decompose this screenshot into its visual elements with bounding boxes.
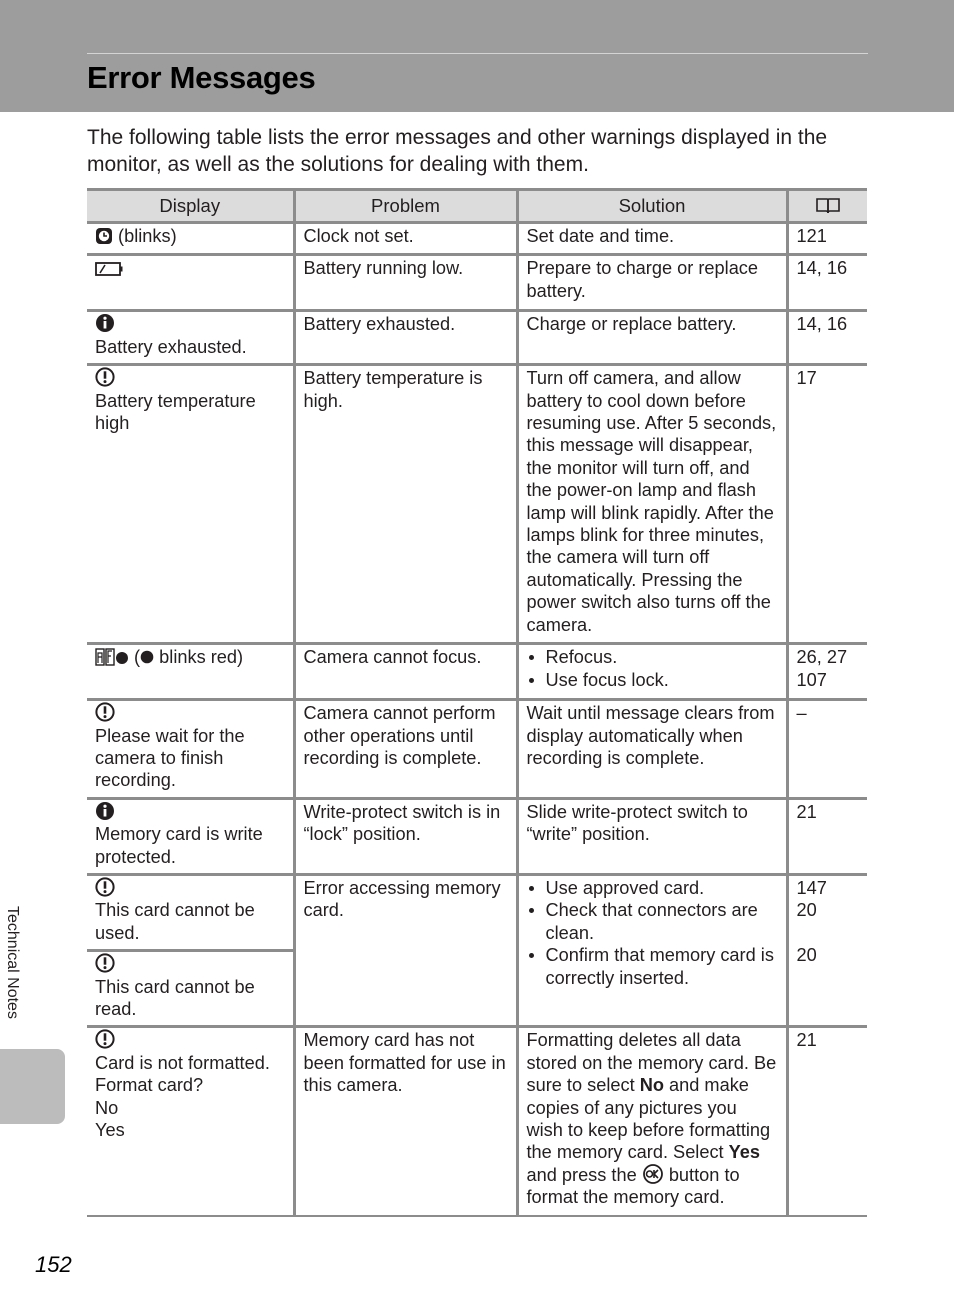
warning-icon — [95, 1029, 115, 1049]
display-cell — [87, 951, 294, 1027]
solution-text: button to format the memory card. — [526, 1164, 740, 1208]
display-cell — [87, 311, 294, 365]
problem-cell: Camera cannot perform other operations until recording is complete. — [294, 700, 517, 799]
table-row — [87, 798, 867, 874]
table-row — [87, 874, 867, 950]
display-text: Memory card is write protected. — [95, 824, 263, 867]
intro-paragraph: The following table lists the error messages and other warnings displayed in the monitor, as well as the solutions for dealing with them. — [87, 126, 828, 176]
display-text: Please wait for the camera to finish recording. — [95, 725, 245, 791]
solution-cell: Turn off camera, and allow battery to cool down before resuming use. After 5 seconds, this message will disappear, the monitor will turn off, and the power-on lamp and flash lamp will blink rapidly. After the lamps blink for three minutes, the camera will turn off automatically. Pressing the power switch also turns off the camera. — [517, 365, 787, 644]
solution-cell: Slide write-protect switch to “write” position. — [517, 798, 787, 874]
display-text: Battery temperature high — [95, 390, 256, 434]
display-text: Card is not formatted. — [95, 1052, 270, 1073]
display-suffix: (blinks) — [113, 226, 177, 246]
header-rule — [87, 53, 868, 54]
warning-icon — [95, 877, 115, 897]
problem-cell: Clock not set. — [294, 223, 517, 255]
problem-cell: Battery running low. — [294, 255, 517, 311]
solution-cell — [517, 874, 787, 1026]
display-text: Yes — [95, 1120, 125, 1140]
solution-text: Formatting deletes all data stored on the memory card. Be sure to select — [526, 1030, 777, 1096]
solution-cell: Wait until message clears from display automatically when recording is complete. — [517, 700, 787, 799]
book-reference-icon — [815, 196, 841, 216]
focus-indicator-icon — [140, 650, 154, 664]
table-header-row — [87, 190, 867, 223]
solution-text: and make copies of any pictures you wish to keep before formatting the memory card. Select — [526, 1075, 771, 1163]
display-text: Battery exhausted. — [95, 336, 247, 357]
header-solution: Solution — [517, 190, 787, 223]
reference-line: 107 — [796, 669, 827, 690]
reference-cell: 21 — [787, 1027, 867, 1216]
side-section-label: Technical Notes — [4, 906, 21, 1019]
table-row — [87, 1027, 867, 1216]
list-item: Confirm that memory card is correctly inserted. — [527, 944, 778, 989]
display-cell — [87, 365, 294, 644]
clock-icon — [95, 227, 113, 245]
reference-cell: 121 — [787, 223, 867, 255]
list-item: Refocus. — [527, 646, 778, 668]
warning-icon — [95, 702, 115, 722]
problem-cell: Battery temperature is high. — [294, 365, 517, 644]
solution-cell — [517, 1027, 787, 1216]
solution-bold-no: No — [639, 1075, 664, 1096]
solution-list — [527, 646, 778, 691]
display-text: No — [95, 1097, 119, 1118]
table-row — [87, 223, 867, 255]
info-icon — [95, 313, 115, 333]
reference-cell — [787, 644, 867, 700]
reference-cell: 17 — [787, 365, 867, 644]
warning-icon — [95, 953, 115, 973]
reference-cell: – — [787, 700, 867, 799]
display-text: Format card? — [95, 1075, 204, 1096]
solution-bold-yes: Yes — [728, 1142, 761, 1163]
display-mid: ( — [129, 647, 141, 668]
warning-icon — [95, 367, 115, 387]
solution-text: and press the — [526, 1164, 642, 1185]
reference-line: 26, 27 — [796, 647, 848, 668]
table-row — [87, 365, 867, 644]
display-cell — [87, 255, 294, 311]
solution-cell: Set date and time. — [517, 223, 787, 255]
display-text: This card cannot be used. — [95, 900, 255, 943]
header-display: Display — [87, 190, 294, 223]
reference-cell: 14, 16 — [787, 311, 867, 365]
reference-line — [797, 922, 860, 944]
solution-cell: Charge or replace battery. — [517, 311, 787, 365]
ok-button-icon — [642, 1164, 664, 1184]
solution-list — [527, 877, 778, 989]
problem-cell: Error accessing memory card. — [294, 874, 517, 1026]
list-item: Check that connectors are clean. — [527, 899, 778, 944]
reference-cell — [787, 874, 867, 1026]
header-reference — [787, 190, 867, 223]
solution-cell: Prepare to charge or replace battery. — [517, 255, 787, 311]
reference-line: 147 — [796, 877, 827, 898]
table-row — [87, 311, 867, 365]
display-cell — [87, 1027, 294, 1216]
table-row — [87, 644, 867, 700]
table-row — [87, 700, 867, 799]
display-cell — [87, 798, 294, 874]
display-cell — [87, 700, 294, 799]
solution-cell — [517, 644, 787, 700]
reference-line: 20 — [796, 900, 817, 921]
problem-cell: Memory card has not been formatted for use in this camera. — [294, 1027, 517, 1216]
page-number: 152 — [35, 1252, 72, 1277]
display-cell — [87, 874, 294, 950]
info-icon — [95, 801, 115, 821]
header-problem: Problem — [294, 190, 517, 223]
problem-cell: Battery exhausted. — [294, 311, 517, 365]
reference-cell: 14, 16 — [787, 255, 867, 311]
reference-cell: 21 — [787, 798, 867, 874]
problem-cell: Write-protect switch is in “lock” position. — [294, 798, 517, 874]
problem-cell: Camera cannot focus. — [294, 644, 517, 700]
af-focus-icon — [95, 648, 129, 666]
list-item: Use focus lock. — [527, 669, 778, 691]
display-text: This card cannot be read. — [95, 976, 255, 1019]
display-cell — [87, 223, 294, 255]
error-messages-table — [87, 188, 867, 1217]
battery-low-icon — [95, 261, 123, 277]
table-row — [87, 255, 867, 311]
page-title: Error Messages — [87, 60, 316, 95]
side-section-tab — [0, 1049, 65, 1124]
reference-line: 20 — [796, 945, 817, 966]
display-cell — [87, 644, 294, 700]
list-item: Use approved card. — [527, 877, 778, 899]
display-suffix: blinks red) — [154, 647, 244, 668]
